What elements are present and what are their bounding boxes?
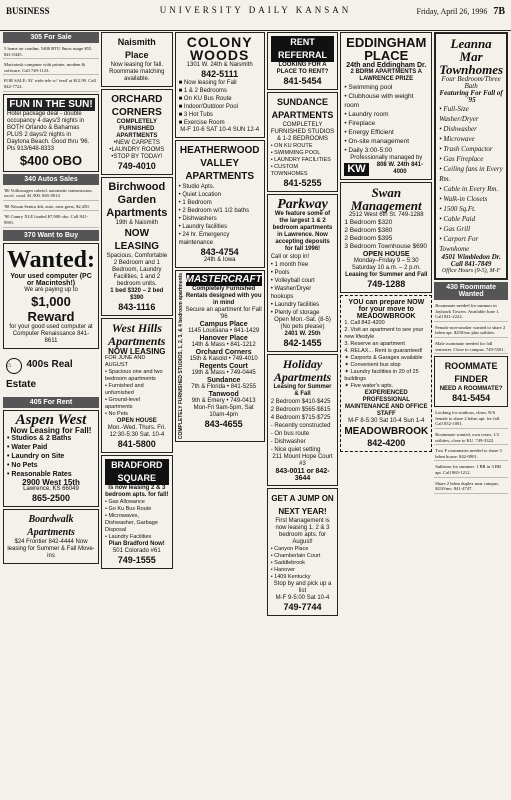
- feature-item: • Walk-in Closets: [439, 195, 488, 203]
- colony-address: 1301 W. 24th & Naismith: [186, 62, 253, 68]
- naismith-text: Now leasing for fall. Roommate matching available.: [109, 62, 165, 82]
- classifieds-grid: [3, 32, 508, 797]
- naismith-place-ad: [101, 32, 173, 87]
- meadowbrook-service: EXPERIENCED PROFESSIONAL MAINTENANCE AND OFFICE STAFF: [345, 390, 428, 417]
- feature-item: • Studio Apts.: [178, 184, 215, 190]
- aspen-address: 2900 West 15th: [22, 477, 80, 487]
- location-address: 7th & Florida • 841-5255: [191, 384, 257, 390]
- roommate-finder-ad: [434, 356, 508, 407]
- holiday-apartments-ad: [267, 354, 339, 486]
- column-filler: [340, 454, 432, 797]
- meadowbrook-ad: [340, 295, 432, 452]
- west-hills-ad: [101, 318, 173, 453]
- listing: Roommate wanted, own room, 1/2 utilities, close to KU. 749-3322.: [434, 431, 508, 445]
- column-2: [101, 32, 173, 797]
- wanted-sub: Your used computer (PC or Macintosh!): [10, 272, 92, 287]
- listing: Macintosh computer with printer, modem & software. Call 749-1123.: [3, 61, 99, 75]
- listing: Roommate needed for summer in Jayhawk Towers. Available June 1. Call 841-2222.: [434, 302, 508, 322]
- west-hills-features: [105, 355, 169, 418]
- swan-management-ad: [340, 182, 432, 293]
- step-item: 2. Visit an apartment to see your new lifestyle: [344, 327, 424, 340]
- feature-item: • Microwave: [439, 135, 475, 143]
- listing: Share 2 bdrm duplex near campus, $210/mo. 841-4747.: [434, 480, 508, 494]
- feature-item: 4 Bedroom $715-$725: [270, 415, 331, 421]
- wanted-title: Wanted:: [7, 246, 96, 273]
- parkway-phone: 842-1455: [283, 338, 322, 348]
- mastercraft-tag: Secure an apartment for Fall '96: [185, 307, 262, 320]
- parkway-ad: [267, 194, 339, 352]
- step-item: 3. Reserve an apartment: [344, 341, 405, 347]
- feature-item: • Laundry on Site: [7, 452, 65, 460]
- fun-in-the-sun-ad: [3, 94, 99, 172]
- listing: Two F roommates needed to share 3 bdrm house. 842-0901.: [434, 447, 508, 461]
- feature-item: ■ On KU Bus Route: [178, 96, 232, 102]
- eddingham-contact: 808 W. 24th 841-4000: [376, 162, 424, 175]
- fun-sun-price: $400 OBO: [19, 152, 83, 168]
- feature-item: • Trash Compactor: [439, 145, 493, 153]
- feature-item: • Go Ku Bus Route: [105, 506, 152, 512]
- location-name: Campus Place: [199, 321, 248, 328]
- rent-referral-phone: 841-5454: [283, 76, 322, 86]
- swan-phone: 749-1288: [367, 279, 406, 289]
- masthead: [0, 0, 511, 31]
- location-address: 9th & Emery • 749-0413: [191, 398, 256, 404]
- birchwood-title: Birchwood Garden Apartments: [106, 181, 168, 219]
- gold-title: GET A JUMP ON NEXT YEAR!: [271, 494, 334, 516]
- swan-title: Swan Management: [350, 185, 422, 213]
- wanted-computer-ad: [3, 243, 99, 349]
- aspen-features: [7, 434, 95, 479]
- want-to-buy-heading: 370 Want to Buy: [3, 230, 99, 241]
- feature-item: • 24 hr. Emergency maintenance: [178, 232, 230, 246]
- orchard-corners-ad: [101, 89, 173, 175]
- mastercraft-ad: [175, 270, 265, 442]
- feature-item: • LAUNDRY FACILITIES: [270, 157, 331, 163]
- birchwood-ad: [101, 177, 173, 316]
- column-filler: [175, 444, 265, 797]
- colony-hours: M-F 10-6 SAT 10-4 SUN 12-4: [180, 127, 260, 133]
- feature-item: ✦ Convenient bus stop: [344, 362, 401, 368]
- swan-open-house: OPEN HOUSE: [362, 251, 410, 258]
- feature-item: • 1500 Sq.Ft.: [439, 205, 476, 213]
- masthead-title: UNIVERSITY DAILY KANSAN: [159, 5, 352, 15]
- orchard-sub: COMPLETELY FURNISHED APARTMENTS: [116, 119, 158, 139]
- sundance-ad: [267, 92, 339, 192]
- eddingham-address: 24th and Eddingham Dr.: [346, 62, 427, 69]
- location-name: Tanwood: [208, 391, 239, 398]
- gold-locations: [271, 546, 335, 581]
- real-estate-title: 400s Real Estate: [6, 358, 73, 390]
- price-item: 3 Bedroom Townhouse $690: [344, 243, 427, 250]
- feature-item: • Ground-level apartments: [105, 397, 140, 410]
- west-hills-phone: 841-5800: [117, 439, 156, 449]
- feature-item: • 2 Bedroom w/1 1/2 baths: [178, 208, 250, 214]
- leanna-phone: Call 841-7849: [450, 260, 492, 268]
- feature-item: • Fireplace: [344, 120, 376, 127]
- feature-item: • Reasonable Rates: [7, 470, 72, 478]
- feature-item: Call or stop in!: [270, 254, 310, 260]
- bradford-square-ad: [101, 455, 173, 569]
- house-icon: ⌂: [6, 358, 22, 374]
- orchard-phone: 749-4010: [117, 161, 156, 171]
- location-item: • Chamberlain Court: [270, 553, 321, 559]
- column-4: [267, 32, 339, 797]
- feature-item: ✦ Laundry facilities in 20 of 25 buildings: [344, 369, 419, 382]
- location-address: 1145 Louisiana • 841-1429: [188, 328, 260, 334]
- leanna-address: 4501 Wimbledon Dr.: [441, 253, 501, 261]
- heatherwood-title: HEATHERWOOD VALLEY APARTMENTS: [179, 145, 260, 182]
- holiday-address: 211 Mount Hope Court #3: [272, 454, 333, 467]
- leanna-hours: Office Hours (9-5), M-F: [441, 268, 501, 274]
- listing: Male roommate needed for fall semester. Close to campus. 749-5501.: [434, 340, 508, 354]
- holiday-features: [271, 398, 335, 454]
- location-item: • Canyon Place: [270, 546, 309, 552]
- price-item: 2 Bedroom $395: [344, 235, 393, 242]
- eddingham-features: [344, 83, 428, 155]
- holiday-sub: Leasing for Summer & Fall: [273, 384, 332, 397]
- meadowbrook-features: [344, 355, 428, 390]
- location-item: • Saddlebrook: [270, 560, 306, 566]
- feature-item: • Swimming pool: [344, 84, 393, 91]
- boardwalk-text: $24 Frontier 842-4444 Now leasing for Summer & Fall Move-ins: [7, 538, 95, 559]
- masthead-date: Friday, April 26, 1996: [416, 7, 488, 16]
- gold-hours: M-F 9-5:00 Sat 10-4: [275, 595, 330, 601]
- swan-address: 2512 West 6th St. 749-1288: [348, 212, 424, 218]
- aspen-title: Aspen West: [15, 411, 87, 428]
- sundance-sub: COMPLETELY FURNISHED STUDIOS & 1-2 BEDROOMS: [270, 122, 335, 142]
- naismith-title: Naismith Place: [117, 37, 156, 60]
- parkway-features: [271, 253, 335, 317]
- feature-item: • Microwaves, Dishwasher, Garbage Disposal: [105, 513, 158, 533]
- feature-item: • Water Paid: [7, 443, 48, 451]
- fun-sun-text: Hotel package deal - double occupancy 4 days/3 nights in BOTH Orlando & Bahamas PLUS 2 days/2 nights in Daytona Beach. Good thru '96. Pls 913/648-8333: [7, 110, 90, 152]
- orchard-title: ORCHARD CORNERS: [111, 94, 163, 118]
- page-number: 7B: [493, 6, 505, 17]
- for-rent-heading: 405 For Rent: [3, 397, 99, 408]
- location-address: 14th & Mass • 841-1212: [191, 342, 256, 348]
- holiday-phone: 843-0011 or 842-3644: [275, 468, 330, 482]
- birchwood-phone: 843-1116: [118, 302, 156, 312]
- mastercraft-sub: Completely Furnished Rentals designed with you in mind: [185, 286, 262, 306]
- column-filler: [434, 496, 508, 797]
- heatherwood-features: [179, 183, 261, 247]
- gold-note: Stop by and pick up a list: [273, 581, 332, 594]
- location-name: Regents Court: [199, 363, 248, 370]
- swan-prices: [344, 219, 428, 251]
- feature-item: • Laundry room: [344, 111, 389, 118]
- meadowbrook-phone: 842-4200: [367, 438, 406, 448]
- feature-item: • ON KU ROUTE: [270, 143, 313, 149]
- feature-item: • Plenty of storage: [270, 310, 320, 316]
- feature-item: • Gas Allowance: [105, 499, 145, 505]
- bradford-phone: 749-1555: [117, 555, 156, 565]
- rent-referral-sub: LOOKING FOR A PLACE TO RENT?: [276, 62, 329, 75]
- feature-item: • Ceiling fans in Every Rm.: [439, 165, 503, 183]
- autos-heading: 340 Autos Sales: [3, 174, 99, 185]
- swan-hours: Monday–Friday 9 – 5:30 Saturday 10 a.m. – 2 p.m.: [351, 258, 421, 271]
- column-filler: [3, 566, 99, 797]
- west-hills-now: NOW LEASING: [108, 347, 166, 356]
- gold-phone: 749-7744: [283, 602, 322, 612]
- eddingham-title: EDDINGHAM PLACE: [346, 35, 427, 63]
- feature-item: - On bus route: [270, 431, 310, 437]
- feature-item: • No Pets: [7, 461, 38, 469]
- wanted-amount: $1,000 Reward: [27, 293, 75, 324]
- column-filler: [101, 571, 173, 797]
- west-hills-hours: Mon.-Wed. Thurs. Fri. 12:30-5:30 Sat. 10-4: [107, 425, 166, 438]
- meadowbrook-name: MEADOWBROOK: [344, 426, 429, 437]
- aspen-phone: 865-2500: [31, 492, 71, 503]
- feature-item: • Dishwashers: [178, 216, 217, 222]
- mastercraft-body: [186, 273, 262, 439]
- feature-item: - Dishwasher: [270, 439, 306, 445]
- feature-item: 2 Bedroom $565-$615: [270, 407, 331, 413]
- orchard-feature: •NEW CARPETS: [113, 140, 160, 146]
- sundance-title: SUNDANCE APARTMENTS: [271, 97, 334, 120]
- location-name: Hanover Place: [199, 335, 248, 342]
- aspen-city: Lawrence, KS 66049: [23, 485, 79, 492]
- location-item: • 1409 Kentucky: [270, 574, 311, 580]
- location-name: Orchard Corners: [195, 349, 252, 356]
- feature-item: ■ Now leasing for Fall: [178, 80, 237, 86]
- rent-referral-ad: [267, 32, 339, 90]
- real-estate-banner: [3, 351, 99, 395]
- listing: '86 Volkswagen cabriol. automatic transmission, excel. cond. $1,900. 865-0014: [3, 187, 99, 201]
- feature-item: - Recently constructed: [270, 423, 331, 429]
- feature-item: FOR JUNE AND AUGUST: [105, 355, 146, 368]
- eddingham-sub: 2 BDRM APARTMENTS A LAWRENCE PRIZE: [350, 69, 422, 82]
- leanna-title: Leanna Mar Townhomes: [439, 36, 504, 77]
- bradford-features: [105, 499, 169, 541]
- holiday-title: Holiday Apartments: [273, 357, 332, 384]
- price-item: 2 Bedroom $380: [344, 227, 393, 234]
- column-3: [175, 32, 265, 797]
- feature-item: • Clubhouse with weight room: [344, 93, 414, 109]
- leanna-mar-ad: [434, 32, 508, 280]
- column-6: [434, 32, 508, 797]
- sundance-features: [271, 143, 335, 178]
- meadowbrook-steps: [344, 320, 428, 355]
- feature-item: • Quiet Location: [178, 192, 222, 198]
- listing: 5 home air condtnr, 5400 BTU 8mos usage $55. 841-0445.: [3, 45, 99, 59]
- wanted-note: for your good used computer at Computer Renaissance 841-8611: [9, 323, 93, 344]
- leanna-features: [439, 104, 503, 254]
- feature-item: ■ 3 Hot Tubs: [178, 112, 213, 118]
- column-5: [340, 32, 432, 797]
- mastercraft-phone: 843-4655: [204, 419, 243, 429]
- mastercraft-side-text: COMPLETELY FURNISHED STUDIOS, 1, 2, 3, & 4 bedroom apartments: [177, 273, 184, 440]
- wanted-line: We are paying up to: [24, 286, 78, 293]
- leanna-featuring: Featuring For Fall of '95: [439, 89, 503, 104]
- mastercraft-hours: Mon-Fri 9am-5pm, Sat 10am-4pm: [193, 405, 254, 418]
- eddingham-logo-row: [344, 162, 428, 176]
- feature-item: • Dishwasher: [439, 125, 477, 133]
- feature-item: • 1 Bedroom: [178, 200, 212, 206]
- feature-item: ■ 1 & 2 Bedrooms: [178, 88, 227, 94]
- feature-item: • SWIMMING POOL: [270, 150, 321, 156]
- west-hills-title: West Hills Apartments: [108, 321, 166, 348]
- mastercraft-title: MASTERCRAFT: [185, 274, 262, 285]
- sundance-phone: 841-5255: [283, 178, 322, 188]
- masthead-section: BUSINESS: [6, 6, 50, 16]
- birchwood-address: 19th & Naismith: [115, 220, 158, 226]
- location-address: 15th & Kasold • 749-4010: [189, 356, 258, 362]
- listing: Female non-smoker wanted to share 2 bdrm apt. $250/mo plus utilities.: [434, 324, 508, 338]
- feature-item: • Daily 3:00-5:00: [344, 147, 393, 154]
- listing: Sublease for summer. 1 BR in 3 BR apt. Call 865-1212.: [434, 463, 508, 477]
- feature-item: • Pools: [270, 270, 290, 276]
- colony-phone: 842-5111: [201, 69, 239, 79]
- column-filler: [267, 618, 339, 797]
- meadowbrook-title: YOU can prepare NOW for your move to MEADOWBROOK: [348, 299, 425, 320]
- bradford-address: 501 Colorado #61: [112, 548, 161, 554]
- birchwood-prices: 1 bed $320 – 2 bed $390: [110, 288, 164, 301]
- bradford-info: Plan Bradford Now!: [108, 541, 165, 547]
- feature-item: • Cable in Every Rm.: [439, 185, 499, 193]
- heatherwood-ad: [175, 140, 265, 268]
- masthead-date-page: [417, 6, 505, 17]
- location-name: Sundance: [206, 377, 241, 384]
- boardwalk-ad: [3, 509, 99, 564]
- step-item: 1. Call 842-4200: [344, 320, 385, 326]
- for-sale-heading: 305 For Sale: [3, 32, 99, 43]
- eddingham-managed: Professionally managed by: [350, 155, 423, 161]
- heatherwood-address: 24th & Iowa: [203, 257, 236, 263]
- fun-sun-title: FUN IN THE SUN!: [7, 98, 95, 111]
- parkway-sub: We feature some of the largest 1 & 2 bedroom apartments in Lawrence. Now accepting deposits for fall 1996!: [272, 211, 333, 252]
- kw-logo: KW: [344, 163, 368, 176]
- step-item: 4. RELAX... Rent is guaranteed!: [344, 348, 423, 354]
- feature-item: ■ Indoor/Outdoor Pool: [178, 104, 238, 110]
- feature-item: • Full-Size Washer/Dryer: [439, 105, 479, 123]
- location-item: • Hanover: [270, 567, 295, 573]
- feature-item: • 1 month free: [270, 262, 309, 268]
- listing: '90 Camry XLE loaded $7,900 obo. Call 841-9901.: [3, 213, 99, 227]
- feature-item: • Gas Fireplace: [439, 155, 484, 163]
- feature-item: • Furnished and unfurnished: [105, 383, 144, 396]
- feature-item: ■ Exercise Room: [178, 120, 225, 126]
- listing: Looking for studious, clean, N/S female to share 2 bdrm apt. for fall. Call 832-1001.: [434, 409, 508, 429]
- listing: FOR SALE: 92' wide tele w/ 'read' at $12.99. Call 842-7722.: [3, 77, 99, 91]
- colony-title: COLONY WOODS: [186, 34, 253, 63]
- roommate-wanted-heading: 430 Roommate Wanted: [434, 282, 508, 300]
- feature-item: • On-site management: [344, 138, 410, 145]
- boardwalk-title: Boardwalk Apartments: [27, 513, 75, 538]
- feature-item: • Laundry facilities: [270, 302, 320, 308]
- first-management-ad: [267, 488, 339, 616]
- aspen-west-ad: [3, 410, 99, 507]
- eddingham-place-ad: [340, 32, 432, 180]
- rent-referral-title: RENT REFERRAL: [271, 36, 335, 62]
- bradford-title: BRADFORD SQUARE: [105, 459, 169, 485]
- meadowbrook-hours: M-F 8-5:30 Sat 10-4 Sun 1-4: [348, 418, 425, 424]
- gold-sub: First Management is now leasing 1, 2 & 3 bedroom apts. for August!: [275, 518, 330, 545]
- roommate-finder-phone: 841-5454: [452, 393, 491, 404]
- feature-item: • Laundry Facilities: [105, 534, 152, 540]
- orchard-feature: •STOP BY TODAY!: [111, 154, 163, 160]
- feature-item: • CUSTOM TOWNHOMES: [270, 164, 308, 177]
- price-item: 1 Bedroom $320: [344, 219, 393, 226]
- parkway-hours: Open Mon.-Sat. (8-5) (No pets please): [274, 317, 331, 330]
- listing: '88 Nissan Sentra 4dr, auto, runs great, $2,450.: [3, 203, 99, 212]
- feature-item: • Studios & 2 Baths: [7, 434, 72, 442]
- feature-item: ✦ Carports & Garages available: [344, 355, 423, 361]
- roommate-finder-sub: NEED A ROOMMATE?: [439, 386, 503, 393]
- west-hills-open-house: OPEN HOUSE: [116, 418, 157, 424]
- colony-woods-ad: [175, 32, 265, 138]
- feature-item: • Spacious one and two bedroom apartments: [105, 369, 163, 382]
- roommate-finder-title: ROOMMATE FINDER: [444, 361, 498, 385]
- parkway-address: 2401 W. 25th: [284, 331, 321, 337]
- feature-item: • Cable Paid: [439, 215, 476, 223]
- feature-item: • Gas Grill: [439, 225, 471, 233]
- leanna-sub: Four Bedroom/Three Bath: [441, 75, 501, 90]
- feature-item: 2 Bedroom $410-$425: [270, 399, 331, 405]
- orchard-feature: •LAUNDRY ROOMS: [109, 147, 165, 153]
- colony-features: [179, 79, 261, 127]
- feature-item: - Nice quiet setting: [270, 447, 321, 453]
- heatherwood-phone: 843-4754: [200, 247, 239, 257]
- feature-item: • Carport For Townhome: [439, 235, 479, 253]
- column-1: [3, 32, 99, 797]
- feature-item: • Laundry facilities: [178, 224, 228, 230]
- feature-item: • Volleyball court: [270, 278, 315, 284]
- feature-item: • Washer/Dryer hookups: [270, 286, 312, 300]
- swan-note: Leasing for Summer and Fall: [345, 272, 428, 278]
- feature-item: • Energy Efficient: [344, 129, 394, 136]
- birchwood-now-leasing: NOW LEASING: [114, 228, 160, 252]
- birchwood-text: Spacious, Comfortable 2 Bedroom and 1 Bedroom, Laundry Facilities, 1 and 2 bedroom units.: [106, 253, 168, 287]
- feature-item: ✦ Five water's apts.: [344, 383, 394, 389]
- location-address: 19th & Mass • 749-0445: [191, 370, 256, 376]
- bradford-sub: Is now leasing 2 & 3 bedroom apts. for fall!: [105, 485, 169, 498]
- feature-item: • No Pets: [105, 411, 129, 417]
- parkway-title: Parkway: [277, 197, 328, 212]
- aspen-sub: Now Leasing for Fall!: [10, 425, 92, 435]
